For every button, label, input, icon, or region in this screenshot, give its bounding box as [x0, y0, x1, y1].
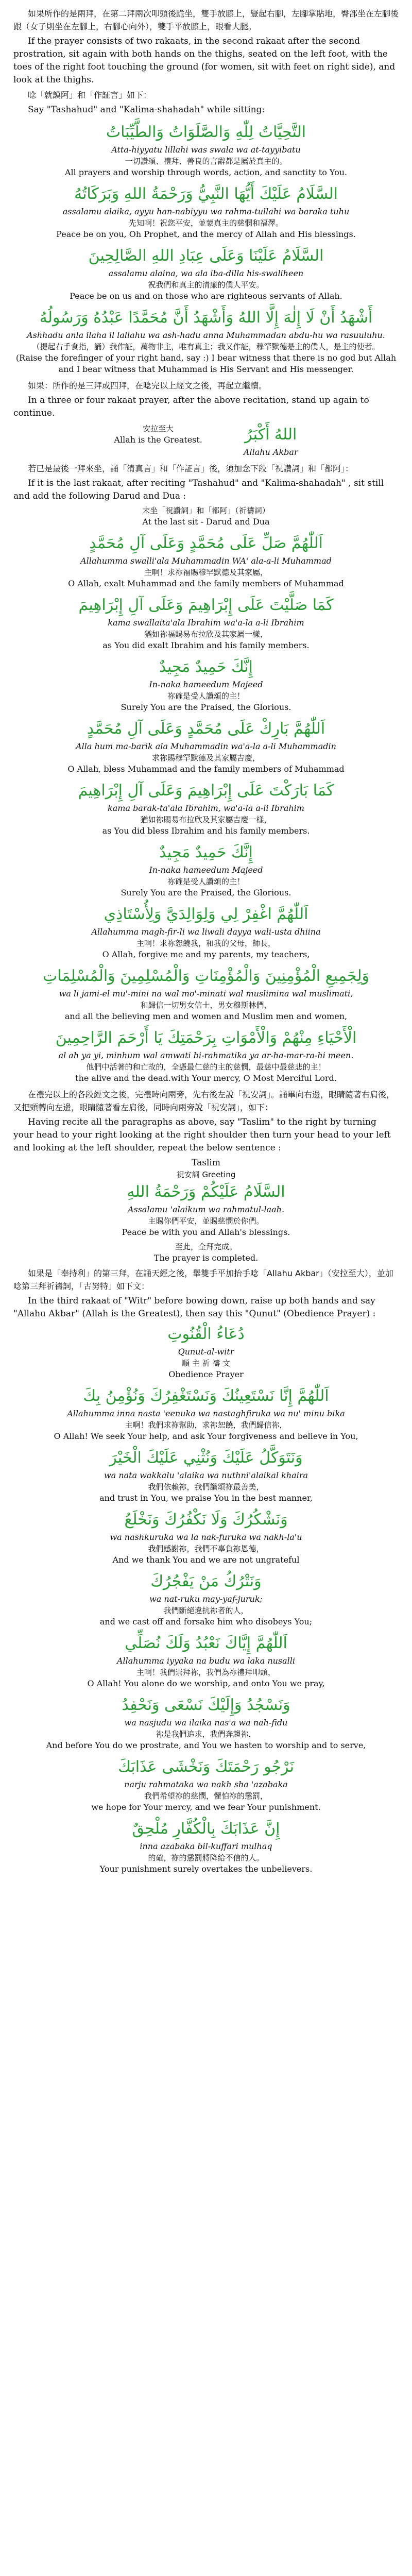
last-cn: 若已是最後一拜來坐，誦「清真言」和「作証言」後，須加念下段「祝讚詞」和「都阿」：: [28, 464, 354, 473]
darud-chinese-translation: 主啊！求祢福賜穆罕默德及其家屬，: [144, 568, 268, 577]
darud-transliteration: wa li jami-el mu'-mini na wal mo'-minati wal muslimina wal muslimati,: [59, 989, 353, 998]
darud-chinese-translation: 求祢賜穆罕默德及其家屬吉慶，: [151, 753, 260, 762]
darud-english-translation: as You did exalt Ibrahim and his family members.: [102, 640, 310, 650]
qunut-verse: [13, 1384, 399, 1442]
darud-english-translation: O Allah, forgive me and my parents, my teachers,: [102, 950, 310, 959]
darud-chinese-translation: 他們中活著的和亡故的，全憑最仁慈的主的慈憫，最慈中最慈悲的主！: [86, 1062, 326, 1072]
qunut-title-cn: 順 主 祈 禱 文: [181, 1359, 231, 1368]
qunut-english-translation: Your punishment surely overtakes the unbelievers.: [99, 1864, 313, 1874]
darud-verse: [13, 717, 399, 775]
tashahud-transliteration: Atta-hiyyatu lillahi was swala wa at-tayyibatu: [111, 145, 301, 155]
tashahud-arabic-text: أَشْهَدُ أَنْ لَا إِلٰهَ إِلَّا اللهُ وَأَشْهَدُ أَنَّ مُحَمَّدًا عَبْدُهُ وَرَسُولُهُ: [39, 309, 373, 327]
qunut-title-en: Obedience Prayer: [168, 1369, 244, 1379]
darud-english-translation: Surely You are the Praised, the Glorious.: [121, 702, 291, 712]
darud-english-translation: as You did bless Ibrahim and his family members.: [102, 826, 310, 836]
tashahud-chinese-translation: （提起右手食指，誦）我作証，萬物非主，唯有真主；我又作証，穆罕默德是主的僕人，是主的使者。: [32, 342, 380, 351]
qunut-arabic-text: وَنَتْرُكُ مَنْ يَفْجُرُكَ: [150, 1572, 262, 1590]
darud-verse: [13, 841, 399, 899]
darud-chinese-translation: 祢確是受人讚頌的主！: [167, 691, 245, 701]
qunut-arabic-text: نَرْجُو رَحْمَتَكَ وَنَخْشَى عَذَابَكَ: [118, 1758, 294, 1776]
takbir-tr: Allahu Akbar: [243, 447, 298, 457]
taslim-title-cn: 祝安詞 Greeting: [176, 1170, 236, 1179]
tashahud-verse: [13, 121, 399, 178]
tashahud-arabic-text: السَّلَامُ عَلَيْكَ أَيُّهَا النَّبِيُّ وَرَحْمَةُ اللهِ وَبَرَكَاتُهُ: [74, 185, 338, 203]
darud-verse: [13, 903, 399, 960]
darud-english-translation: and all the believing men and women and Muslim men and women,: [64, 1011, 348, 1021]
qunut-arabic-text: اَللّٰهُمَّ إِنَّا نَسْتَعِينُكَ وَنَسْتَغْفِرُكَ وَنُؤْمِنُ بِكَ: [83, 1387, 329, 1405]
tashahud-transliteration: assalamu alaina, wa ala iba-dilla his-swaliheen: [108, 268, 304, 278]
tashahud-transliteration: assalamu alaika, ayyu han-nabiyyu wa rahma-tullahi wa baraka tuhu: [62, 207, 350, 216]
qunut-chinese-translation: 我們依賴祢，我們讚頌祢最善美，: [148, 1482, 264, 1492]
taslim-cn: 主賜你們平安，並賜慈憫於你們。: [148, 1216, 264, 1226]
qunut-english-translation: and we cast off and forsake him who disobeys You;: [99, 1617, 313, 1626]
takbir-meaning: [114, 423, 202, 446]
qunut-chinese-translation: 的確，祢的懲罰將降給不信的人。: [148, 1853, 264, 1862]
darud-verse: [13, 594, 399, 651]
qunut-arabic-text: وَنَسْجُدُ وَإِلَيْكَ نَسْعَى وَنَحْفِدُ: [122, 1696, 290, 1714]
qunut-transliteration: narju rahmataka wa nakh sha 'azabaka: [124, 1780, 288, 1789]
qunut-verse: [13, 1693, 399, 1751]
tashahud-arabic-text: التَّحِيَّاتُ لِلّٰهِ وَالصَّلَوَاتُ وَالطَّيِّبَاتُ: [106, 123, 306, 141]
darud-transliteration: kama swallaita'ala Ibrahim wa'a-la a-li Ibrahim: [108, 618, 304, 628]
qunut-arabic-text: وَنَتَوَكَّلُ عَلَيْكَ وَنُثْنِي عَلَيْكَ الْخَيْرَ: [109, 1449, 303, 1467]
darud-arabic-text: كَمَا صَلَّيْتَ عَلَى إِبْرَاهِيمَ وَعَلَى آلِ إِبْرَاهِيمَ: [78, 596, 334, 614]
qunut-transliteration: Allahumma iyyaka na budu wa laka nusalli: [116, 1656, 296, 1666]
qunut-arabic-text: اَللّٰهُمَّ إِيَّاكَ نَعْبُدُ وَلَكَ نُصَلِّي: [125, 1634, 287, 1652]
darud-arabic-text: اَللّٰهُمَّ صَلِّ عَلَى مُحَمَّدٍ وَعَلَى آلِ مُحَمَّدٍ: [89, 534, 323, 552]
intro-en: If the prayer consists of two rakaats, in the second rakaat after the second prostration, sit again with both hands on the thighs, seated on the left foot, with the toes of the right foot touching the ground (for women, sit with feet on right side), and look at the thighs.: [13, 36, 396, 85]
darud-arabic-text: إِنَّكَ حَمِيدٌ مَجِيدٌ: [159, 658, 253, 676]
three-en: In a three or four rakaat prayer, after the above recitation, stand up again to continue.: [13, 395, 369, 418]
done-cn: 至此，全拜完成。: [175, 1242, 237, 1251]
qunut-verse: [13, 1755, 399, 1813]
three-cn: 如果：所作的是三拜或四拜，在唸完以上經文之後，再起立繼續。: [28, 381, 267, 391]
tashahud-verse: [13, 306, 399, 375]
tashahud-verse: [13, 244, 399, 302]
darud-chinese-translation: 和歸信一切男女信士，男女穆斯林們，: [140, 1001, 272, 1010]
tashahud-arabic-text: السَّلَامُ عَلَيْنَا وَعَلَى عِبَادِ اللهِ الصَّالِحِينَ: [88, 247, 324, 265]
darud-english-translation: O Allah, bless Muhammad and the family members of Muhammad: [67, 764, 345, 774]
darud-transliteration: In-naka hameedum Majeed: [149, 680, 263, 689]
qunut-verse: [13, 1817, 399, 1875]
qunut-english-translation: O Allah! We seek Your help, and ask Your forgiveness and believe in You,: [54, 1431, 358, 1441]
qunut-verse: [13, 1508, 399, 1566]
tashahud-chinese-translation: 祝我們和真主的清廉的僕人平安。: [148, 280, 264, 290]
qunut-transliteration: wa nasjudu wa ilaika nas'a wa nah-fidu: [124, 1718, 288, 1727]
qunut-transliteration: wa nat-ruku may-yaf-juruk;: [149, 1594, 263, 1604]
qunut-chinese-translation: 我們希望祢的慈憫，懼怕祢的懲罰，: [144, 1791, 268, 1801]
qunut-chinese-translation: 主啊！我們求祢幫助，求祢恕饒，我們歸信祢，: [125, 1420, 287, 1430]
qunut-english-translation: And before You do we prostrate, and You we hasten to worship and to serve,: [46, 1740, 366, 1750]
last-en: If it is the last rakaat, after reciting "Tashahud" and "Kalima-shahadah" , sit still and add the following Darud and Dua :: [13, 478, 384, 501]
qunut-chinese-translation: 祢是我們追求，我們奔趨祢，: [156, 1730, 256, 1739]
witr-cn: 如果是「奉持利」的第三拜，在誦天經之後，舉雙手平加抬手唸「Allahu Akbar」（安拉至大），並加唸第三拜祈禱詞，「古努特」如下文：: [13, 1268, 393, 1291]
darud-transliteration: Alla hum ma-barik ala Muhammadin wa'a-la a-li Muhammadin: [76, 741, 336, 751]
taslim-title: Taslim: [192, 1158, 220, 1168]
tashahud-chinese-translation: 先知啊！祝您平安，並蒙真主的慈憫和福澤。: [128, 218, 283, 228]
intro-cn: 如果所作的是兩拜，在第二拜兩次叩頭後跪坐，雙手放膝上，豎起右腳，左腳掌貼地，臀部坐在左腳後跟（女子則坐在左腳上，右腳心向外），雙手平放膝上，眼看大腿。: [13, 9, 399, 31]
darud-arabic-text: اَللّٰهُمَّ بَارِكْ عَلَى مُحَمَّدٍ وَعَلَى آلِ مُحَمَّدٍ: [87, 720, 325, 738]
darud-verse: [13, 655, 399, 713]
qunut-verse: [13, 1446, 399, 1504]
darud-chinese-translation: 主啊！求祢恕饒我，和我的父母，師長，: [136, 939, 276, 948]
qunut-verse: [13, 1632, 399, 1689]
takbir-en: Allah is the Greatest.: [114, 435, 202, 445]
darud-section: [13, 532, 399, 1084]
darud-verse: [13, 779, 399, 837]
darud-head-cn: 末坐「祝讚詞」和「都阿」（祈禱詞）: [142, 506, 270, 515]
qunut-english-translation: we hope for Your mercy, and we fear Your punishment.: [91, 1802, 321, 1812]
tashahud-english-translation: All prayers and worship through words, action, and sanctity to You.: [64, 167, 348, 177]
darud-arabic-text: كَمَا بَارَكْتَ عَلَى إِبْرَاهِيمَ وَعَلَى آلِ إِبْرَاهِيمَ: [78, 782, 334, 800]
tashahud-english-translation: Peace be on us and on those who are righteous servants of Allah.: [70, 291, 342, 301]
darud-arabic-text: اَللّٰهُمَّ اغْفِرْ لِي وَلِوَالِدَيَّ وَلِأُسْتَاذِي: [104, 905, 308, 923]
qunut-transliteration: inna azabaka bil-kuffari mulhaq: [140, 1841, 272, 1851]
qunut-english-translation: and trust in You, we praise You in the best manner,: [99, 1493, 313, 1503]
witr-en: In the third rakaat of "Witr" before bowing down, raise up both hands and say "Allahu Akbar" (Allah is the Greatest), then say this "Qunut" (Obedience Prayer) :: [13, 1296, 376, 1319]
takbir-block: [13, 423, 399, 458]
taslim-en: Peace be with you and Allah's blessings.: [122, 1227, 290, 1237]
darud-english-translation: Surely You are the Praised, the Glorious.: [121, 888, 291, 897]
darud-transliteration: Allahumma swalli'ala Muhammadin WA' ala-a-li Muhammad: [80, 556, 332, 566]
qunut-english-translation: And we thank You and we are not ungrateful: [112, 1555, 300, 1565]
tashahud-english-translation: (Raise the forefinger of your right hand, say :) I bear witness that there is no god but Allah and I bear witness that Muhammad is His Servant and His messenger.: [15, 353, 397, 374]
say-en: Say "Tashahud" and "Kalima-shahadah" while sitting:: [28, 105, 265, 115]
darud-verse: [13, 1026, 399, 1084]
qunut-arabic-text: وَنَشْكُرُكَ وَلَا نَكْفُرُكَ وَنَخْلَعُ: [124, 1511, 288, 1529]
qunut-chinese-translation: 我們斷絕違抗祢者的人，: [163, 1606, 249, 1615]
takbir-cn: 安拉至大: [143, 424, 174, 433]
darud-verse: [13, 964, 399, 1022]
qunut-arabic-text: إِنَّ عَذَابَكَ بِالْكُفَّارِ مُلْحِقٌ: [132, 1820, 280, 1838]
takbir-ar: اللهُ أَكْبَرُ: [245, 426, 297, 444]
qunut-transliteration: wa nashkuruka wa la nak-furuka wa nakh-la'u: [110, 1532, 302, 1542]
darud-english-translation: the alive and the dead.with Your mercy, O Most Merciful Lord.: [75, 1073, 337, 1083]
qunut-chinese-translation: 主啊！我們崇拜祢，我們為祢禮拜叩頭，: [136, 1668, 276, 1677]
qunut-verse: [13, 1570, 399, 1628]
darud-verse: [13, 532, 399, 589]
darud-transliteration: Allahumma magh-fir-li wa liwali dayya wali-usta dhiina: [91, 927, 321, 937]
say-cn: 唸「就謨阿」和「作証言」如下：: [28, 90, 152, 100]
tashahud-chinese-translation: 一切讚頌、禮拜、善良的言辭都是屬於真主的。: [125, 157, 287, 166]
darud-arabic-text: وَلِجَمِيعِ الْمُؤْمِنِينَ وَالْمُؤْمِنَاتِ وَالْمُسْلِمِينَ وَالْمُسْلِمَاتِ: [42, 967, 370, 985]
tashahud-verse: [13, 182, 399, 240]
darud-transliteration: al ah ya yi, minhum wal amwati bi-rahmatika ya ar-ha-mar-ra-hi meen.: [58, 1050, 354, 1060]
qunut-title-tr: Qunut-al-witr: [178, 1347, 234, 1357]
qunut-section: [13, 1384, 399, 1875]
end-en: Having recite all the paragraphs as above, say "Taslim" to the right by turning your head to your right looking at the right shoulder then turn your head to your left and looking at the left shoulder, repeat the below sentence :: [13, 1117, 391, 1153]
taslim-ar: السَّلَامُ عَلَيْكُمْ وَرَحْمَةُ اللهِ: [127, 1183, 285, 1201]
qunut-transliteration: wa nata wakkalu 'alaika wa nuthni'alaikal khaira: [104, 1470, 308, 1480]
done-en: The prayer is completed.: [153, 1253, 259, 1263]
qunut-transliteration: Allahumma inna nasta 'eenuka wa nastaghfiruka wa nu' minu bika: [67, 1409, 345, 1418]
qunut-title-ar: دُعَاءُ الْقُنُوتِ: [167, 1325, 245, 1343]
darud-arabic-text: الْأَحْيَاءِ مِنْهُمْ وَالْأَمْوَاتِ بِرَحْمَتِكَ يَا أَرْحَمَ الرَّاحِمِينَ: [55, 1029, 357, 1047]
darud-arabic-text: إِنَّكَ حَمِيدٌ مَجِيدٌ: [159, 843, 253, 861]
qunut-english-translation: O Allah! You alone do we worship, and onto You we pray,: [87, 1679, 325, 1688]
darud-chinese-translation: 祢確是受人讚頌的主！: [167, 877, 245, 886]
taslim-tr: Assalamu 'alaikum wa rahmatul-laah.: [127, 1205, 285, 1214]
darud-head-en: At the last sit - Darud and Dua: [142, 517, 270, 527]
darud-chinese-translation: 猶如祢賜易布拉欣及其家屬吉慶一樣，: [140, 815, 272, 824]
qunut-chinese-translation: 我們感謝祢，我們不辜負祢恩德，: [148, 1544, 264, 1553]
tashahud-section: [13, 121, 399, 375]
darud-transliteration: kama barak-ta'ala Ibrahim, wa'a-la a-li Ibrahim: [108, 803, 304, 813]
darud-transliteration: In-naka hameedum Majeed: [149, 865, 263, 875]
darud-english-translation: O Allah, exalt Muhammad and the family members of Muhammad: [68, 579, 344, 588]
takbir-arabic: [244, 423, 298, 458]
tashahud-transliteration: Ashhadu anla ilaha il lallahu wa ash-hadu anna Muhammadan abdu-hu wa rasuuluhu.: [27, 330, 385, 340]
end-cn: 在禮完以上的各段經文之後，完禮時向兩旁，先右後左說「祝安詞」。誦畢向右邊，眼睛隨著右肩後，又把頭轉向左邊，眼睛隨著看左肩後，同時向兩旁說「祝安詞」，如下：: [13, 1090, 395, 1112]
tashahud-english-translation: Peace be on you, Oh Prophet, and the mercy of Allah and His blessings.: [56, 229, 356, 239]
darud-chinese-translation: 猶如祢福賜易布拉欣及其家屬一樣，: [144, 630, 268, 639]
